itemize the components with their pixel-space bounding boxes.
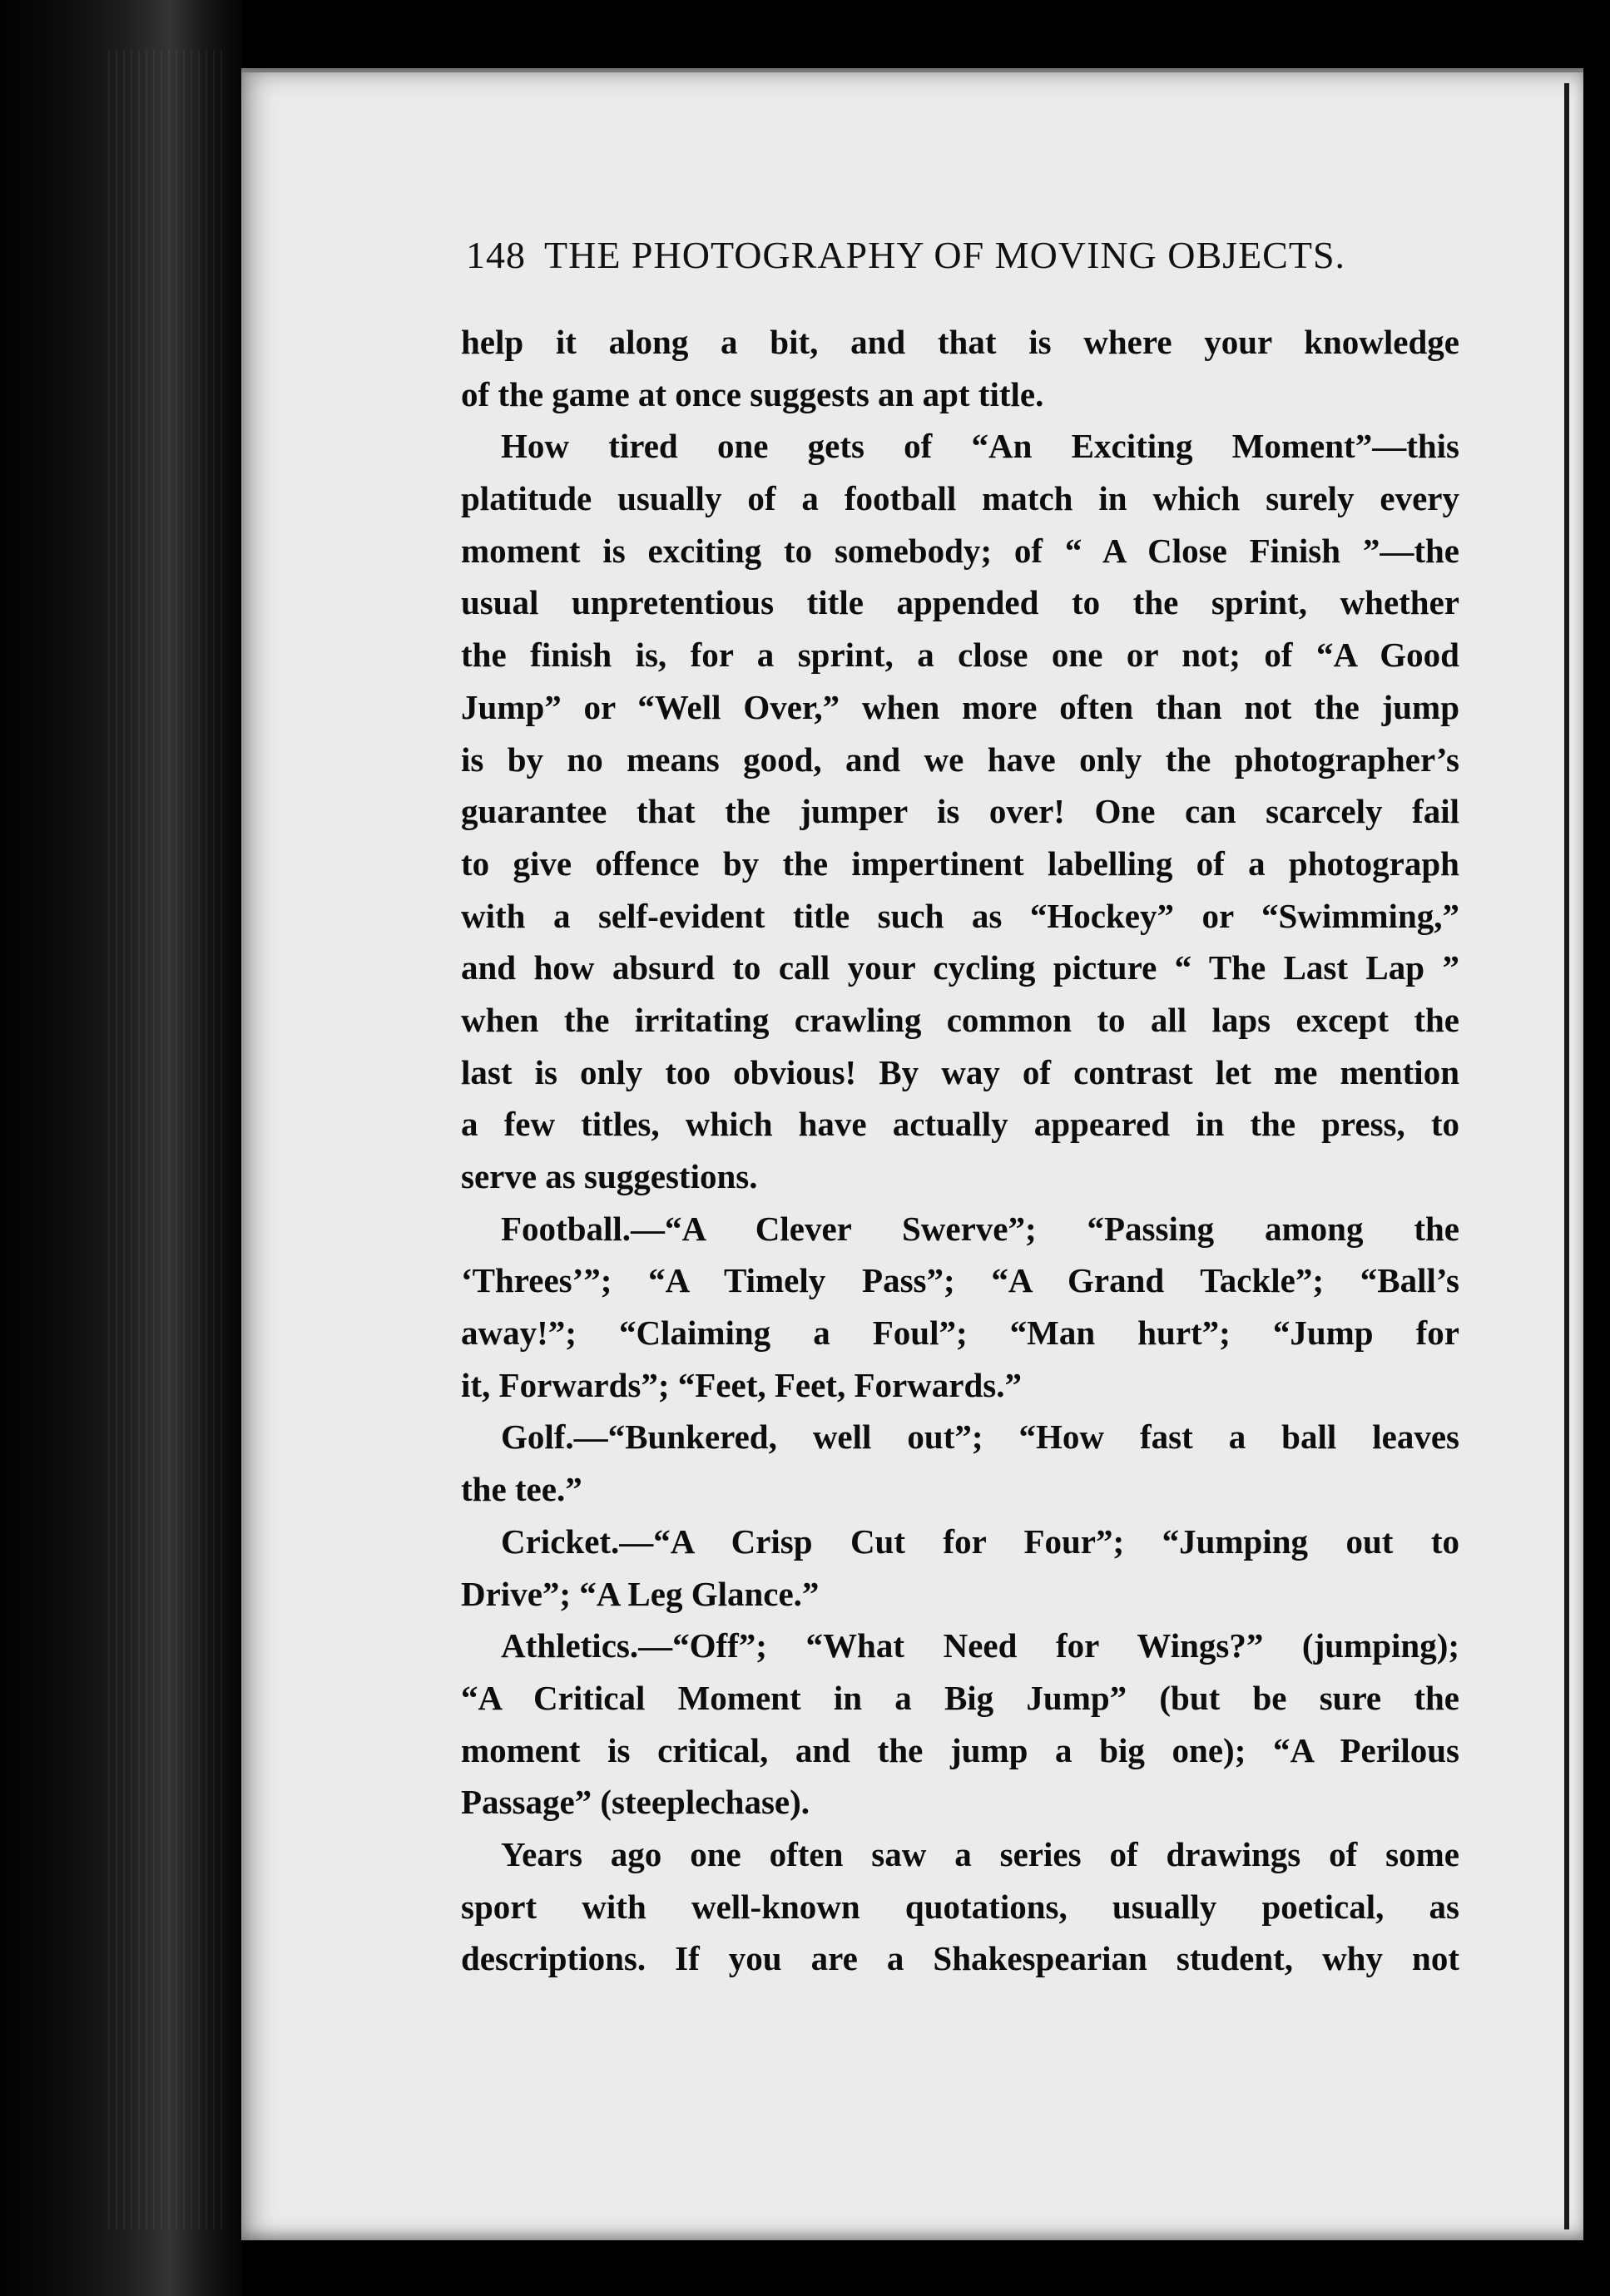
- text-line: moment is critical, and the jump a big one); “A Perilous: [461, 1730, 1459, 1769]
- running-header: [466, 233, 1464, 277]
- text-line: usual unpretentious title appended to the sprint, whether: [461, 583, 1459, 622]
- text-line: How tired one gets of “An Exciting Moment”—this: [501, 427, 1459, 466]
- text-line: away!”; “Claiming a Foul”; “Man hurt”; “Jump for: [461, 1314, 1459, 1353]
- text-line: help it along a bit, and that is where your knowledge: [461, 323, 1459, 361]
- text-line: a few titles, which have actually appeared in the press, to: [461, 1105, 1459, 1144]
- text-line: serve as suggestions.: [461, 1157, 758, 1195]
- running-title: THE PHOTOGRAPHY OF MOVING OBJECTS.: [544, 234, 1346, 276]
- text-line: with a self-evident title such as “Hockey” or “Swimming,”: [461, 896, 1459, 935]
- body-text: [461, 316, 1459, 1985]
- text-line: it, Forwards”; “Feet, Feet, Forwards.”: [461, 1365, 1022, 1404]
- text-line: Years ago one often saw a series of drawings of some: [501, 1834, 1459, 1873]
- text-line: last is only too obvious! By way of contrast let me mention: [461, 1052, 1459, 1091]
- text-line: Jump” or “Well Over,” when more often than not the jump: [461, 687, 1459, 726]
- spine-texture: [108, 50, 225, 2229]
- text-line: sport with well-known quotations, usually poetical, as: [461, 1887, 1459, 1926]
- text-line: ‘Threes’”; “A Timely Pass”; “A Grand Tackle”; “Ball’s: [461, 1261, 1459, 1300]
- text-line: when the irritating crawling common to all laps except the: [461, 1000, 1459, 1039]
- text-line: and how absurd to call your cycling picture “ The Last Lap ”: [461, 948, 1459, 987]
- text-line: of the game at once suggests an apt title.: [461, 374, 1044, 413]
- text-line: Golf.—“Bunkered, well out”; “How fast a ball leaves: [501, 1418, 1459, 1457]
- text-line: “A Critical Moment in a Big Jump” (but be sure the: [461, 1678, 1459, 1717]
- page-number: 148: [466, 234, 526, 276]
- text-line: guarantee that the jumper is over! One can scarcely fail: [461, 792, 1459, 831]
- text-line: is by no means good, and we have only the photographer’s: [461, 740, 1459, 779]
- text-line: descriptions. If you are a Shakespearian student, why not: [461, 1939, 1459, 1978]
- text-line: the finish is, for a sprint, a close one or not; of “A Good: [461, 636, 1459, 675]
- text-line: Football.—“A Clever Swerve”; “Passing among the: [501, 1209, 1459, 1248]
- text-line: Athletics.—“Off”; “What Need for Wings?” (jumping);: [501, 1626, 1459, 1665]
- text-line: to give offence by the impertinent labelling of a photograph: [461, 844, 1459, 883]
- text-line: Drive”; “A Leg Glance.”: [461, 1574, 820, 1613]
- text-line: Cricket.—“A Crisp Cut for Four”; “Jumping out to: [501, 1522, 1459, 1561]
- text-line: the tee.”: [461, 1470, 582, 1509]
- page-edge-rule: [1564, 83, 1569, 2229]
- text-line: moment is exciting to somebody; of “ A Close Finish ”—the: [461, 531, 1459, 570]
- text-line: platitude usually of a football match in which surely every: [461, 479, 1459, 518]
- text-line: Passage” (steeplechase).: [461, 1783, 810, 1822]
